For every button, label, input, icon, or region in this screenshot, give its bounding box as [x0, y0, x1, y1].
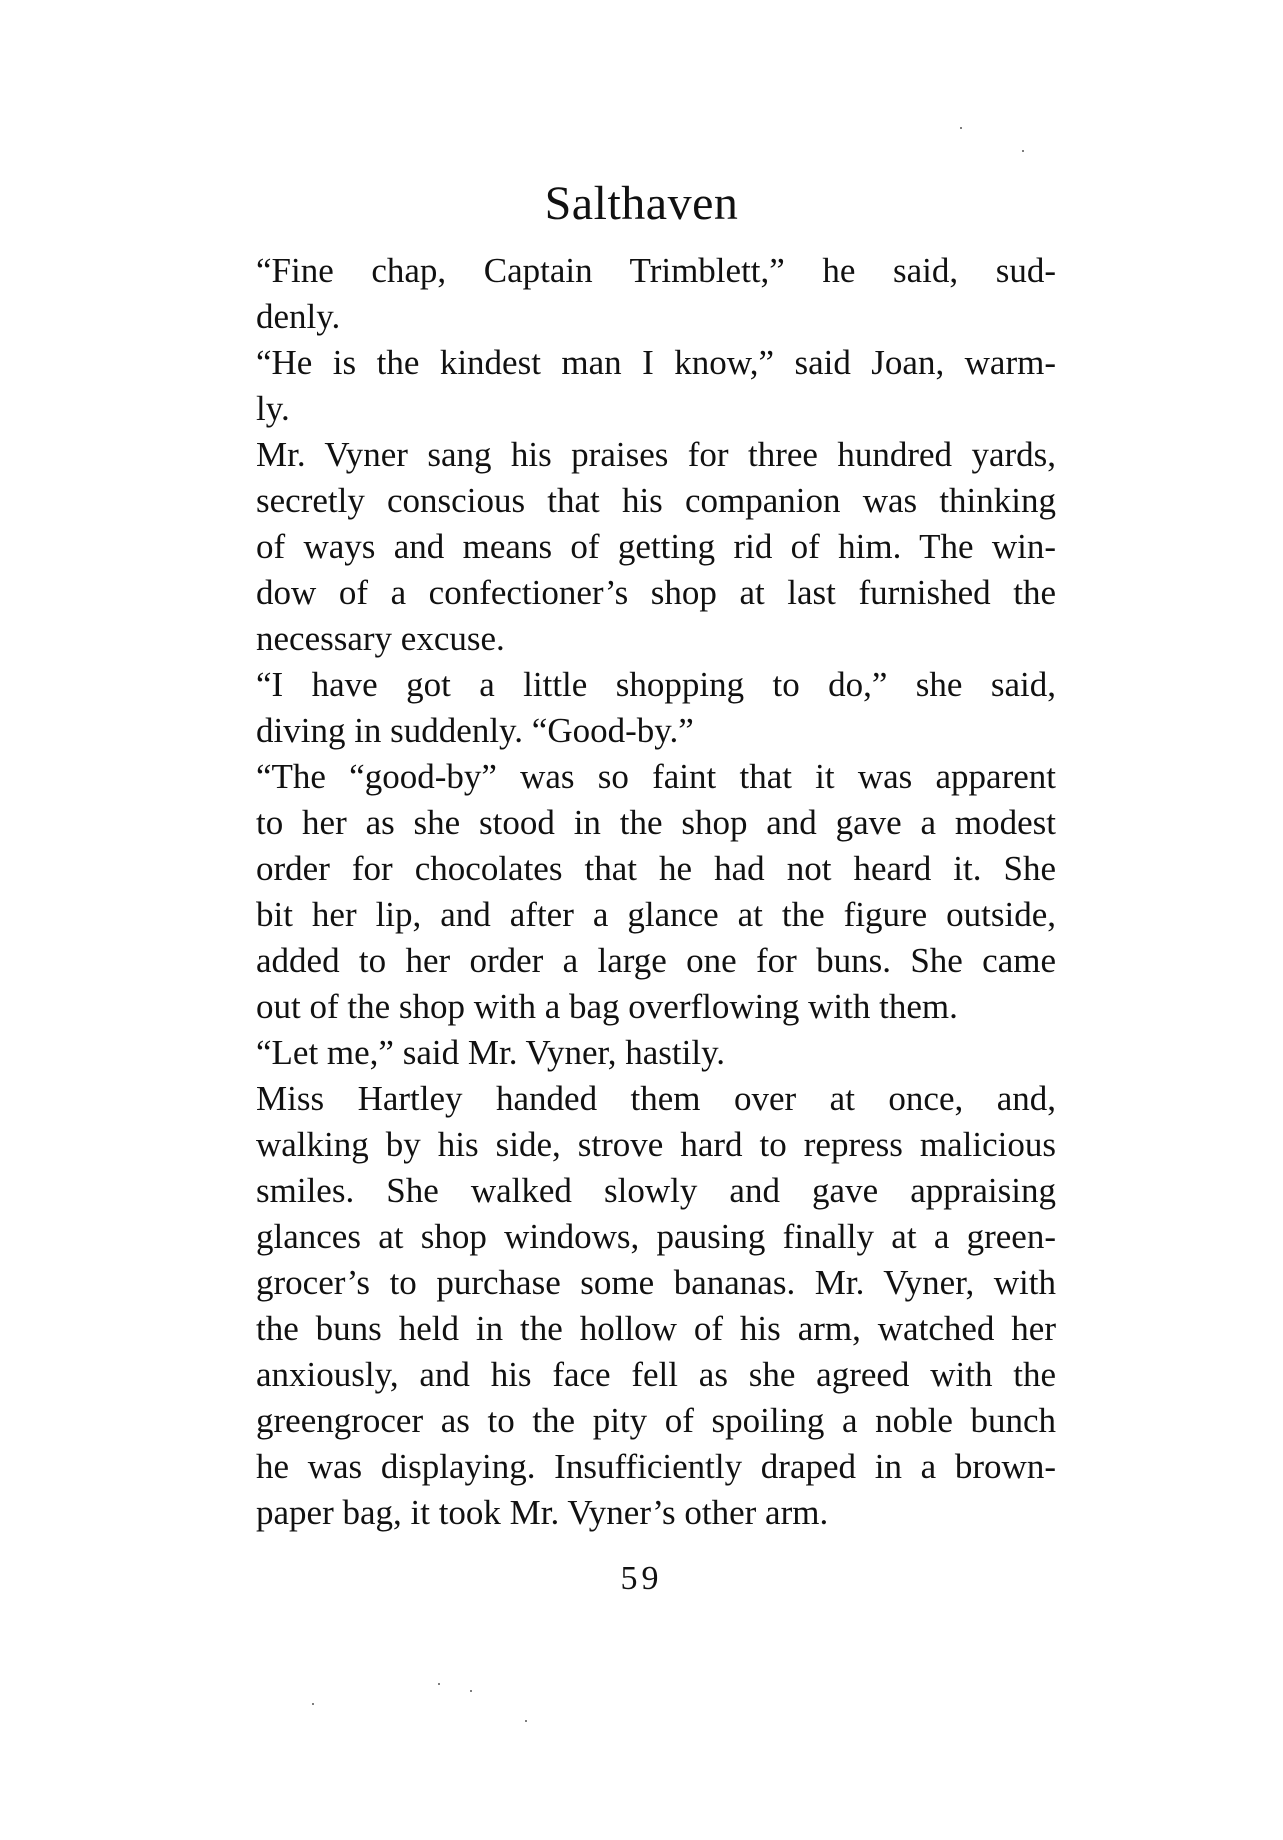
text-line: diving in suddenly. “Good-by.”: [256, 711, 694, 750]
text-line: order for chocolates that he had not heard it. She: [256, 849, 1056, 888]
text-line: anxiously, and his face fell as she agreed with the: [256, 1355, 1056, 1394]
text-line: bit her lip, and after a glance at the figure outside,: [256, 895, 1056, 934]
scan-speck: [470, 1690, 472, 1692]
text-line: “Let me,” said Mr. Vyner, hastily.: [256, 1033, 726, 1072]
page-number: 59: [620, 1560, 663, 1597]
text-line: of ways and means of getting rid of him. The win-: [256, 527, 1056, 566]
text-line: denly.: [256, 297, 341, 336]
paragraph: [220, 340, 1056, 432]
body-text: [220, 248, 1056, 1536]
paragraph: [220, 1030, 1056, 1076]
scan-speck: [960, 127, 962, 129]
text-line: “I have got a little shopping to do,” she said,: [256, 665, 1056, 704]
paragraph: [220, 248, 1056, 340]
text-line: to her as she stood in the shop and gave a modest: [256, 803, 1056, 842]
scan-speck: [312, 1703, 314, 1705]
text-line: necessary excuse.: [256, 619, 505, 658]
text-line: out of the shop with a bag overflowing with them.: [256, 987, 958, 1026]
paragraph: [220, 754, 1056, 1030]
text-line: the buns held in the hollow of his arm, watched her: [256, 1309, 1056, 1348]
text-line: “Fine chap, Captain Trimblett,” he said, sud-: [256, 251, 1056, 290]
text-line: secretly conscious that his companion was thinking: [256, 481, 1056, 520]
paragraph: [220, 662, 1056, 754]
text-line: walking by his side, strove hard to repress malicious: [256, 1125, 1056, 1164]
text-line: greengrocer as to the pity of spoiling a noble bunch: [256, 1401, 1056, 1440]
scan-speck: [525, 1720, 527, 1722]
text-line: he was displaying. Insufficiently draped in a brown-: [256, 1447, 1056, 1486]
scan-speck: [438, 1683, 440, 1685]
text-line: grocer’s to purchase some bananas. Mr. Vyner, with: [256, 1263, 1056, 1302]
scan-speck: [1022, 150, 1024, 152]
text-line: “The “good-by” was so faint that it was apparent: [256, 757, 1056, 796]
paragraph: [220, 432, 1056, 662]
running-head: Salthaven: [544, 177, 739, 230]
text-line: “He is the kindest man I know,” said Joan, warm-: [256, 343, 1056, 382]
text-line: added to her order a large one for buns. She came: [256, 941, 1056, 980]
text-line: Miss Hartley handed them over at once, and,: [256, 1079, 1056, 1118]
text-line: paper bag, it took Mr. Vyner’s other arm.: [256, 1493, 829, 1532]
text-line: smiles. She walked slowly and gave appraising: [256, 1171, 1056, 1210]
text-line: dow of a confectioner’s shop at last furnished the: [256, 573, 1056, 612]
text-line: Mr. Vyner sang his praises for three hundred yards,: [256, 435, 1056, 474]
paragraph: [220, 1076, 1056, 1536]
text-line: ly.: [256, 389, 290, 428]
text-line: glances at shop windows, pausing finally at a green-: [256, 1217, 1056, 1256]
